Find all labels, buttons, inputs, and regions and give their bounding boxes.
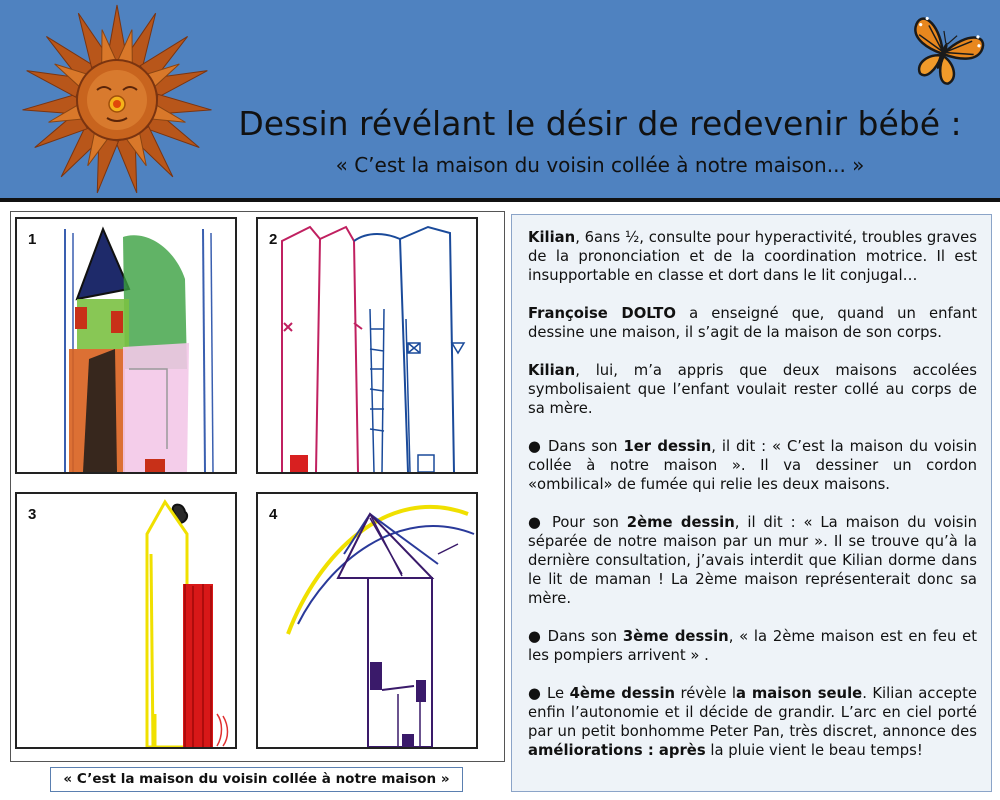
bullet-lead: ● Dans son [528, 438, 624, 455]
bold-term: améliorations : après [528, 742, 706, 759]
paragraph-2 [528, 304, 977, 342]
drawing-1-sketch [17, 219, 235, 472]
bullet-lead: ● Pour son [528, 514, 627, 531]
paragraph-text: , 6ans ½, consulte pour hyperactivité, troubles graves de la prononciation et de la coordination motrice. Il est insupportable en classe et dort dans le lit conjugal… [528, 229, 977, 284]
paragraph-text: , « la 2ème maison est en feu et les pompiers arrivent » . [528, 628, 977, 664]
page-title: Dessin révélant le désir de redevenir bébé : [238, 104, 962, 143]
name-kilian: Kilian [528, 229, 576, 246]
paragraph-text: la pluie vient le beau temps! [705, 742, 923, 759]
paragraph-text: révèle l [675, 685, 736, 702]
paragraph-drawing-2 [528, 513, 977, 608]
paragraph-1 [528, 228, 977, 285]
paragraph-text: a enseigné que, quand un enfant dessine une maison, il s’agit de la maison de son corps. [528, 305, 977, 341]
paragraph-3 [528, 361, 977, 418]
name-kilian: Kilian [528, 362, 576, 379]
bold-term: 1er dessin [623, 438, 712, 455]
drawing-1 [15, 217, 237, 474]
description-panel [511, 214, 992, 792]
drawing-number: 2 [269, 231, 278, 248]
paragraph-drawing-1 [528, 437, 977, 494]
drawing-3-sketch [17, 494, 235, 747]
name-dolto: Françoise DOLTO [528, 305, 676, 322]
drawings-gallery [10, 211, 505, 762]
bold-term: 4ème dessin [569, 685, 676, 702]
bullet-lead: ● Dans son [528, 628, 623, 645]
drawing-number: 3 [28, 506, 37, 523]
bullet-lead: ● Le [528, 685, 570, 702]
drawing-number: 4 [269, 506, 278, 523]
drawing-3 [15, 492, 237, 749]
paragraph-text: , il dit : « C’est la maison du voisin collée à notre maison ». Il va dessiner un cordon «ombilical» de fumée qui relie les deux maisons. [528, 438, 977, 493]
paragraph-text: , lui, m’a appris que deux maisons accolées symbolisaient que l’enfant voulait rester collé au corps de sa mère. [528, 362, 977, 417]
paragraph-text: , il dit : « La maison du voisin séparée de notre maison par un mur ». Il se trouve qu’à la dernière consultation, j’avais interdit que Kilian dorme dans le lit de maman ! La 2ème maison représenterait donc sa mère. [528, 514, 977, 607]
butterfly-icon [900, 14, 986, 94]
paragraph-drawing-3 [528, 627, 977, 665]
bold-term: 3ème dessin [622, 628, 729, 645]
paragraph-text: . Kilian accepte enfin l’autonomie et il décide de grandir. L’arc en ciel porté par un petit bonhomme Peter Pan, très discret, annonce des [528, 685, 977, 740]
drawing-4-sketch [258, 494, 476, 747]
drawing-2-sketch [258, 219, 476, 472]
paragraph-drawing-4 [528, 684, 977, 760]
page-subtitle: « C’est la maison du voisin collée à notre maison... » [335, 153, 865, 177]
bold-term: 2ème dessin [626, 514, 735, 531]
drawing-2 [256, 217, 478, 474]
gallery-caption: « C’est la maison du voisin collée à notre maison » [50, 767, 463, 792]
drawing-number: 1 [28, 231, 37, 248]
bold-term: a maison seule [736, 685, 863, 702]
drawing-4 [256, 492, 478, 749]
